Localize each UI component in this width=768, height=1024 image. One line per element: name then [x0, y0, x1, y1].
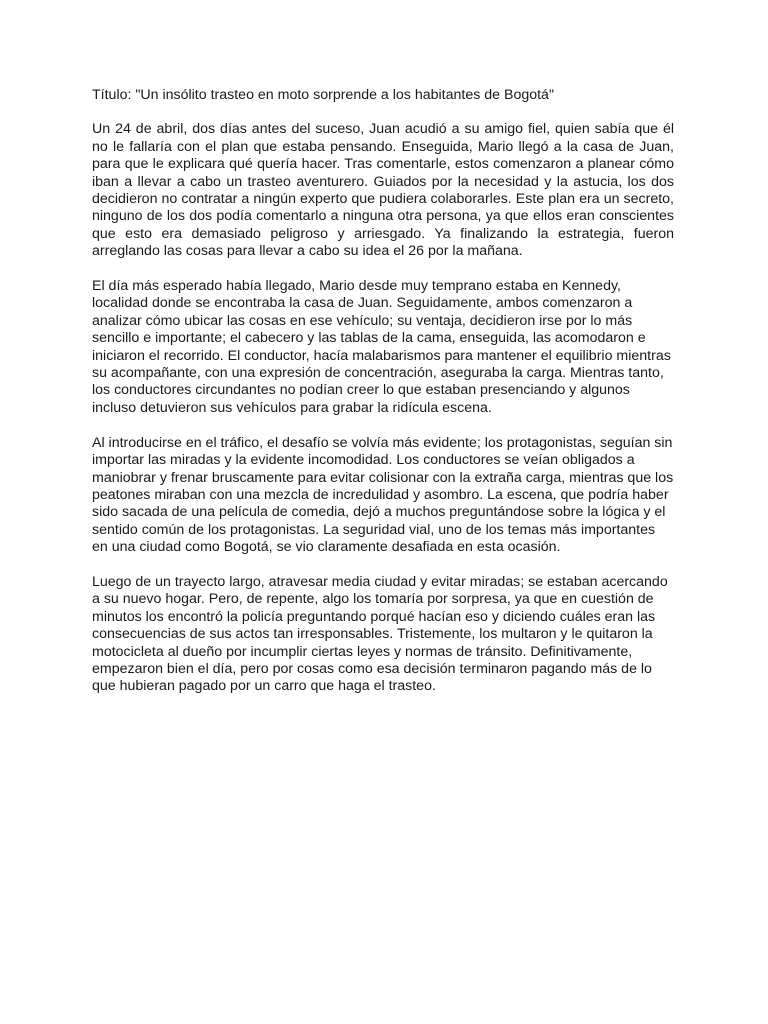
paragraph-2: El día más esperado había llegado, Mario desde muy temprano estaba en Kennedy, localidad donde se encontraba la casa de Juan. Seguidamente, ambos comenzaron a analizar cómo ubicar las cosas en ese vehículo; su ventaja, decidieron irse por lo más sencillo e importante; el cabecero y las tablas de la cama, enseguida, las acomodaron e iniciaron el recorrido. El conductor, hacía malabarismos para mantener el equilibrio mientras su acompañante, con una expresión de concentración, aseguraba la carga. Mientras tanto, los conductores circundantes no podían creer lo que estaban presenciando y algunos incluso detuvieron sus vehículos para grabar la ridícula escena. [92, 278, 671, 416]
paragraph-4: Luego de un trayecto largo, atravesar media ciudad y evitar miradas; se estaban acercando a su nuevo hogar. Pero, de repente, algo los tomaría por sorpresa, ya que en cuestión de minutos los encontró la policía preguntando porqué hacían eso y diciendo cuáles eran las consecuencias de sus actos tan irresponsables. Tristemente, los multaron y le quitaron la motocicleta al dueño por incumplir ciertas leyes y normas de tránsito. Definitivamente, empezaron bien el día, pero por cosas como esa decisión terminaron pagando más de lo que hubieran pagado por un carro que haga el trasteo. [92, 573, 668, 695]
paragraph-3: Al introducirse en el tráfico, el desafío se volvía más evidente; los protagonistas, seguían sin importar las miradas y la evidente incomodidad. Los conductores se veían obligados a maniobrar y frenar bruscamente para evitar colisionar con la extraña carga, mientras que los peatones miraban con una mezcla de incredulidad y asombro. La escena, que podría haber sido sacada de una película de comedia, dejó a muchos preguntándose sobre la lógica y el sentido común de los protagonistas. La seguridad vial, uno de los temas más importantes en una ciudad como Bogotá, se vio claramente desafiada en esta ocasión. [92, 434, 674, 556]
paragraph-1: Un 24 de abril, dos días antes del suceso, Juan acudió a su amigo fiel, quien sabía que él no le fallaría con el plan que estaba pensando. Enseguida, Mario llegó a la casa de Juan, para que le explicara qué quería hacer. Tras comentarle, estos comenzaron a planear cómo iban a llevar a cabo un trasteo aventurero. Guiados por la necesidad y la astucia, los dos decidieron no contratar a ningún experto que pudiera colaborarles. Este plan era un secreto, ninguno de los dos podía comentarlo a ninguna otra persona, ya que ellos eran conscientes que esto era demasiado peligroso y arriesgado. Ya finalizando la estrategia, fueron arreglando las cosas para llevar a cabo su idea el 26 por la mañana. [92, 121, 674, 260]
document-title: Título: "Un insólito trasteo en moto sorprende a los habitantes de Bogotá" [92, 87, 554, 103]
document-body [92, 87, 674, 713]
